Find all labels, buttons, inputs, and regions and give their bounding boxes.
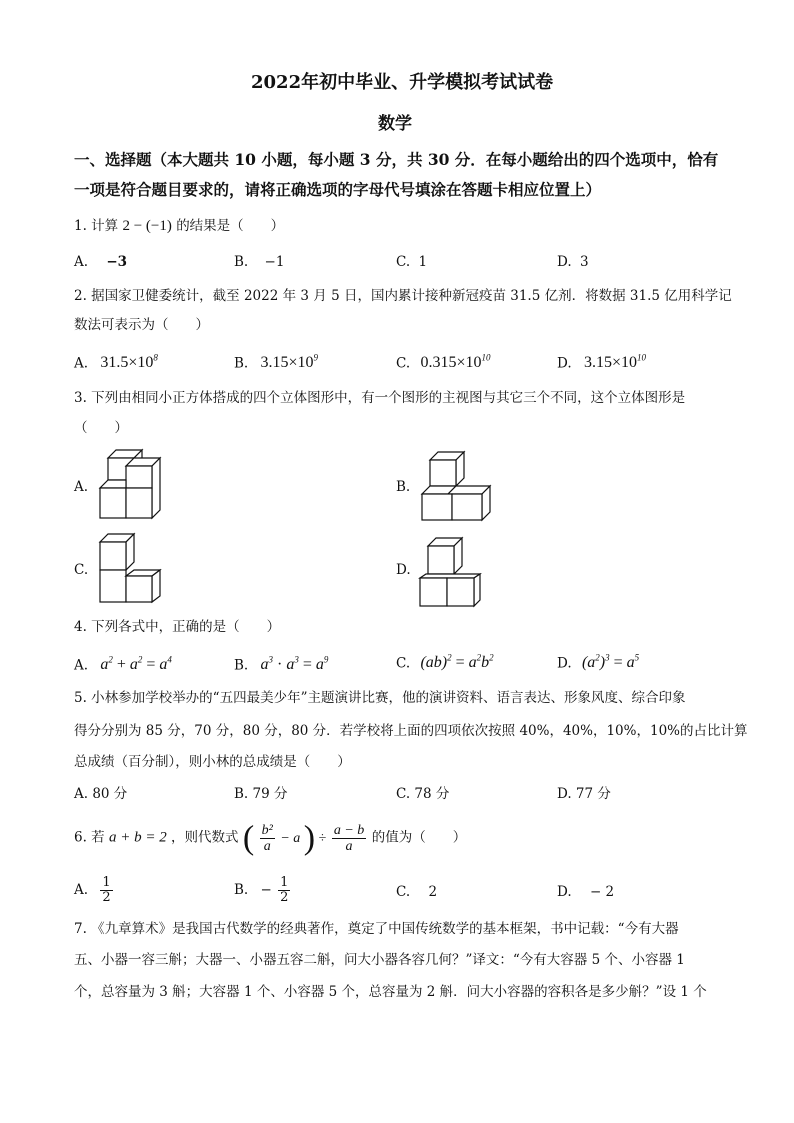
numerator: 1: [280, 875, 289, 890]
q6-option-a: [74, 876, 115, 906]
q6-option-d: [557, 886, 614, 900]
denominator: a: [263, 838, 271, 854]
q1-option-a: [74, 256, 127, 270]
q2-line2: 数法可表示为（ ）: [74, 317, 209, 333]
q6-condition: a + b = 2: [108, 829, 167, 846]
q6-option-b: [234, 876, 292, 906]
option-label: D.: [557, 254, 572, 270]
q1-expression: 2 − (−1): [122, 218, 172, 234]
numerator: b²: [261, 822, 273, 838]
equals: =: [451, 654, 469, 672]
q4-option-a: [74, 656, 172, 673]
mantissa: 0.315×10: [420, 354, 482, 372]
minus-a: − a: [280, 830, 301, 846]
operator: ·: [273, 656, 287, 674]
exponent: 3: [605, 653, 610, 663]
option-value: 3: [579, 254, 589, 270]
q2-option-c: [396, 354, 490, 371]
exponent: 9: [323, 655, 329, 665]
option-label: C.: [396, 655, 411, 672]
q2-option-d: [557, 354, 646, 371]
base: a: [468, 654, 477, 672]
option-label: A.: [74, 355, 89, 372]
question-1: [74, 219, 284, 234]
q6-prefix: 6. 若: [74, 829, 105, 846]
option-label: A.: [74, 254, 89, 270]
divide-sign: ÷: [318, 830, 327, 846]
q1-option-b: [234, 256, 284, 270]
denominator: 2: [102, 890, 111, 906]
q5-line2: 得分分别为 85 分，70 分，80 分，80 分．若学校将上面的四项依次按照 40%，40%，10%，10%的占比计算: [74, 723, 748, 739]
option-label: C.: [396, 254, 411, 270]
q2-line1: 2. 据国家卫健委统计，截至 2022 年 3 月 5 日，国内累计接种新冠疫苗 31.5 亿剂．将数据 31.5 亿用科学记: [74, 288, 732, 304]
q4-question: 4. 下列各式中，正确的是（ ）: [74, 619, 281, 635]
option-label: C.: [396, 884, 411, 900]
q5-option-d: D. 77 分: [557, 786, 611, 802]
mantissa: 3.15×10: [260, 354, 314, 372]
q3-option-c-label: C.: [74, 562, 89, 578]
base: a: [315, 656, 324, 674]
option-value: −1: [264, 254, 285, 270]
option-value: 2: [428, 884, 438, 900]
exponent: 8: [153, 353, 158, 363]
numerator: a − b: [333, 822, 365, 838]
base: a: [129, 656, 138, 674]
q5-option-b: B. 79 分: [234, 786, 288, 802]
base: a: [260, 656, 269, 674]
q6-option-c: [396, 886, 437, 900]
option-label: B.: [234, 254, 249, 270]
q1-option-c: [396, 256, 427, 270]
base: b: [481, 654, 490, 672]
option-label: B.: [234, 657, 249, 674]
q1-suffix: 的结果是（ ）: [176, 218, 285, 234]
exponent: 5: [634, 653, 640, 663]
exponent: 3: [294, 655, 299, 665]
exponent: 10: [481, 353, 491, 363]
q5-line3: 总成绩（百分制），则小林的总成绩是（ ）: [74, 754, 351, 770]
q5-option-c: C. 78 分: [396, 786, 450, 802]
q2-option-b: [234, 354, 318, 371]
exponent: 4: [167, 655, 172, 665]
cube-figure-b: [418, 450, 498, 525]
exponent: 2: [489, 653, 494, 663]
base: a: [626, 654, 635, 672]
mantissa: 31.5×10: [100, 354, 154, 372]
option-label: D.: [557, 655, 572, 672]
cube-figure-c: [96, 532, 171, 607]
question-6: [74, 818, 466, 859]
option-label: D.: [557, 884, 572, 900]
option-label: D.: [557, 355, 572, 372]
right-paren: ): [303, 819, 316, 856]
base: a: [286, 656, 295, 674]
base: a: [159, 656, 168, 674]
option-label: C.: [396, 355, 411, 372]
equals: =: [609, 654, 627, 672]
exponent: 2: [447, 653, 452, 663]
q6-expression: [242, 819, 372, 856]
cube-figure-d: [418, 532, 498, 607]
exam-title: 2022年初中毕业、升学模拟考试试卷: [251, 72, 554, 93]
operator: +: [112, 656, 130, 674]
q3-line2: （ ）: [74, 420, 128, 436]
subject-title: 数学: [378, 114, 412, 134]
exponent: 2: [476, 653, 482, 663]
q4-option-c: [396, 654, 494, 671]
option-label: B.: [234, 355, 249, 372]
q6-suffix: 的值为（ ）: [371, 829, 467, 846]
mantissa: 3.15×10: [583, 354, 637, 372]
numerator: 1: [102, 875, 111, 890]
q6-mid: ，则代数式: [171, 829, 239, 846]
q4-option-b: [234, 656, 328, 673]
q3-line1: 3. 下列由相同小正方体搭成的四个立体图形中，有一个图形的主视图与其它三个不同，这个立体图形是: [74, 390, 686, 406]
q7-line2: 五、小器一容三斛；大器一、小器五容二斛，问大小器各容几何？”译文：“今有大容器 5 个、小容器 1: [74, 952, 685, 968]
exponent: 3: [268, 655, 274, 665]
q2-option-a: [74, 354, 158, 371]
denominator: 2: [280, 890, 289, 906]
fraction-b2-over-a: [260, 823, 275, 855]
exponent: 10: [636, 353, 646, 363]
equals: =: [142, 656, 160, 674]
fraction-a-minus-b-over-a: [332, 823, 366, 855]
q1-prefix: 1. 计算: [74, 218, 119, 234]
left-paren: (: [242, 819, 255, 856]
option-label: A.: [74, 882, 89, 899]
q4-option-d: [557, 654, 639, 671]
exponent: 9: [313, 353, 319, 363]
option-value: −3: [106, 254, 128, 270]
base: (a: [581, 654, 596, 672]
q5-line1: 5. 小林参加学校举办的“五四最美少年”主题演讲比赛，他的演讲资料、语言表达、形象风度、综合印象: [74, 690, 686, 706]
q1-option-d: [557, 256, 589, 270]
q7-line3: 个，总容量为 3 斛；大容器 1 个、小容器 5 个，总容量为 2 斛．问大小容器的容积各是多少斛？”设 1 个: [74, 984, 707, 1000]
base: (ab): [420, 654, 448, 672]
option-value: 1: [418, 254, 428, 270]
exponent: 2: [108, 655, 113, 665]
section-heading-line2: 一项是符合题目要求的，请将正确选项的字母代号填涂在答题卡相应位置上）: [74, 180, 602, 199]
exponent: 2: [137, 655, 143, 665]
q5-option-a: A. 80 分: [74, 786, 128, 802]
q3-option-b-label: B.: [396, 479, 411, 495]
equals: =: [298, 656, 316, 674]
option-value: − 2: [589, 884, 615, 900]
option-label: A.: [74, 657, 89, 674]
section-heading-line1: 一、选择题（本大题共 10 小题，每小题 3 分，共 30 分．在每小题给出的四个选项中，恰有: [74, 150, 719, 169]
option-label: B.: [234, 882, 249, 899]
base: a: [100, 656, 109, 674]
exponent: 2: [595, 653, 600, 663]
q3-option-d-label: D.: [396, 562, 411, 578]
minus-sign: −: [260, 882, 272, 899]
paren: ): [599, 654, 606, 672]
cube-figure-a: [96, 450, 171, 525]
q3-option-a-label: A.: [74, 479, 89, 495]
denominator: a: [345, 838, 353, 854]
q7-line1: 7. 《九章算术》是我国古代数学的经典著作，奠定了中国传统数学的基本框架，书中记载：“今有大器: [74, 921, 679, 937]
